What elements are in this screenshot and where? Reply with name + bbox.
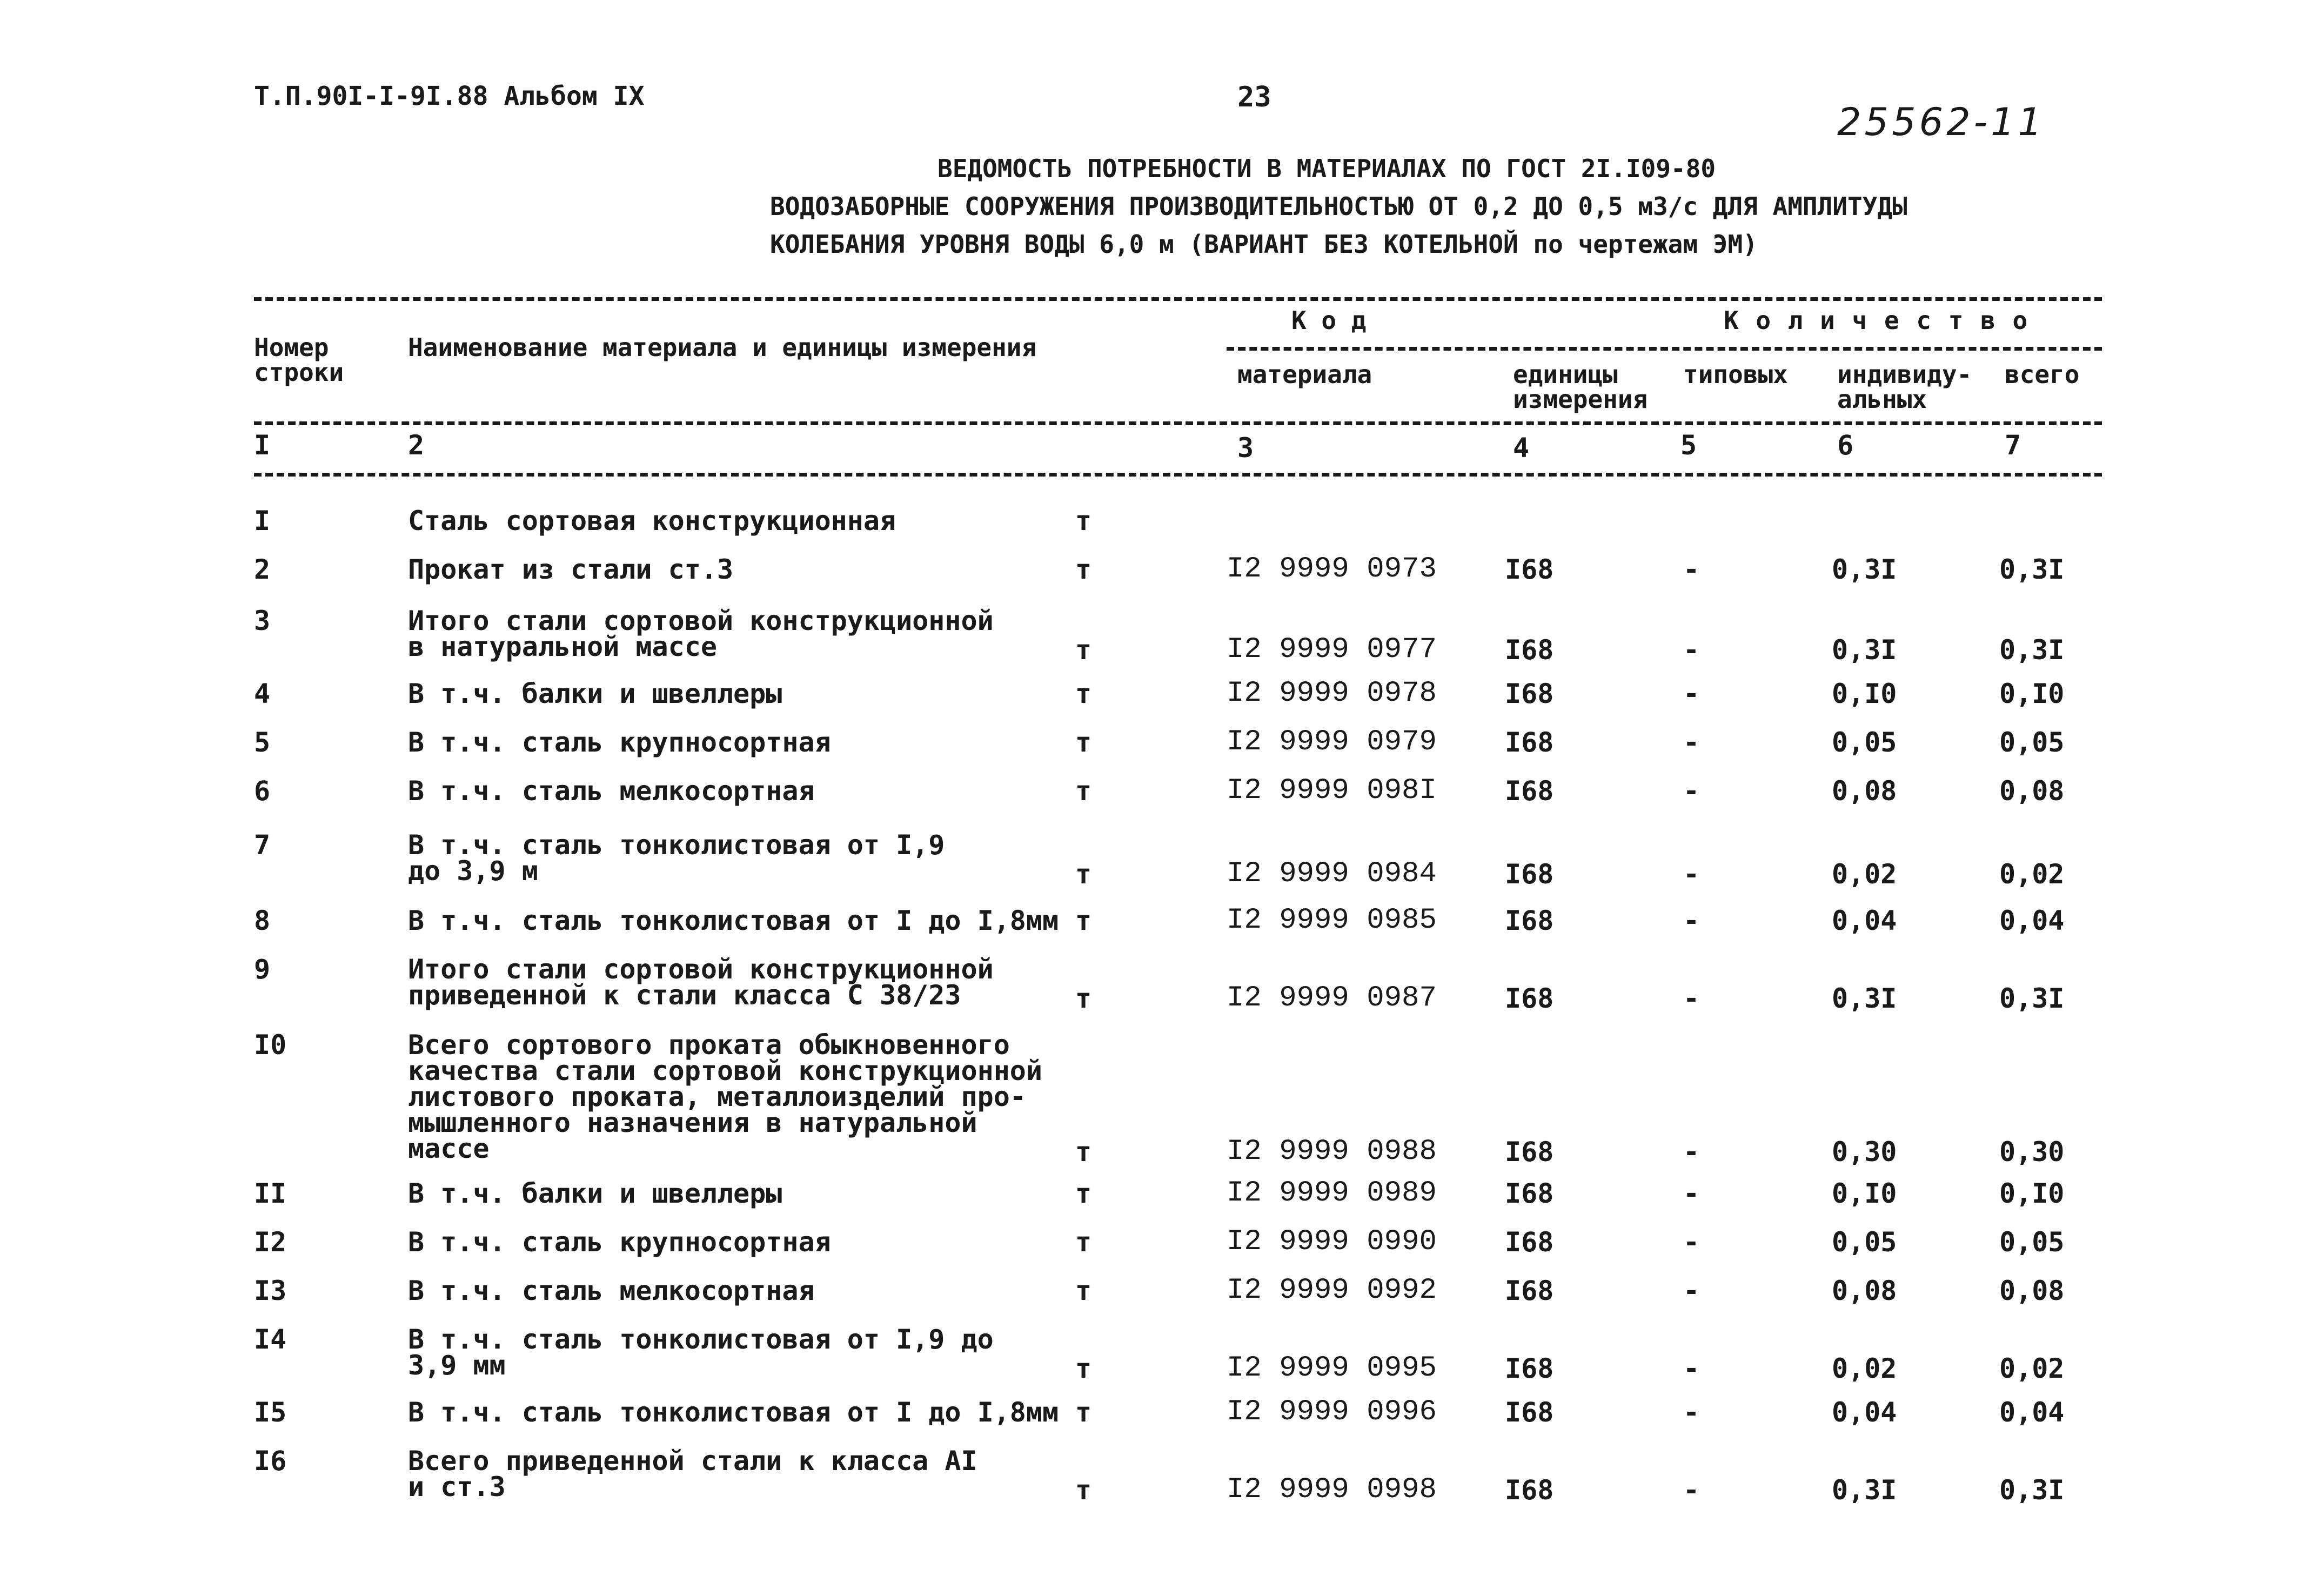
unit-code: I68 bbox=[1505, 859, 1554, 890]
unit-of-measure: т bbox=[1075, 1136, 1092, 1168]
material-code: I2 9999 0990 bbox=[1227, 1225, 1437, 1258]
qty-total: 0,3I bbox=[1999, 983, 2065, 1014]
unit-of-measure: т bbox=[1075, 1178, 1092, 1209]
unit-code: I68 bbox=[1505, 727, 1554, 758]
material-name: Прокат из стали ст.3 bbox=[408, 554, 734, 585]
qty-individual: 0,05 bbox=[1832, 727, 1897, 758]
page-number: 23 bbox=[1237, 81, 1271, 113]
qty-total: 0,08 bbox=[1999, 1275, 2065, 1306]
qty-typical: - bbox=[1683, 1275, 1700, 1306]
row-number: 6 bbox=[254, 775, 271, 807]
row-number: I0 bbox=[254, 1029, 287, 1061]
unit-code: I68 bbox=[1505, 983, 1554, 1014]
column-number: 4 bbox=[1513, 432, 1530, 464]
qty-individual: 0,30 bbox=[1832, 1136, 1897, 1168]
qty-total: 0,3I bbox=[1999, 1474, 2065, 1506]
unit-code: I68 bbox=[1505, 1178, 1554, 1209]
table-body-rule bbox=[254, 473, 2102, 477]
qty-total: 0,I0 bbox=[1999, 1178, 2065, 1209]
column-number: 6 bbox=[1837, 430, 1854, 461]
unit-of-measure: т bbox=[1075, 859, 1092, 890]
material-name: В т.ч. сталь мелкосортная bbox=[408, 1275, 815, 1306]
table-top-rule bbox=[254, 297, 2102, 301]
qty-total: 0,3I bbox=[1999, 554, 2065, 585]
qty-individual: 0,3I bbox=[1832, 634, 1897, 666]
unit-code: I68 bbox=[1505, 905, 1554, 936]
column-number: 7 bbox=[2005, 430, 2021, 461]
qty-individual: 0,3I bbox=[1832, 1474, 1897, 1506]
row-number: 2 bbox=[254, 554, 271, 585]
title-line-1: ВЕДОМОСТЬ ПОТРЕБНОСТИ В МАТЕРИАЛАХ ПО ГОСТ 2I.I09-80 bbox=[937, 154, 1716, 183]
qty-total: 0,05 bbox=[1999, 1226, 2065, 1258]
qty-typical: - bbox=[1683, 678, 1700, 709]
unit-of-measure: т bbox=[1075, 1474, 1092, 1506]
col-header-material-code: материала bbox=[1237, 360, 1372, 389]
qty-individual: 0,05 bbox=[1832, 1226, 1897, 1258]
unit-of-measure: т bbox=[1075, 775, 1092, 807]
material-name: В т.ч. сталь тонколистовая от I,9 до 3,9 м bbox=[408, 829, 945, 887]
col-header-total: всего bbox=[2005, 360, 2080, 389]
material-name: Всего сортового проката обыкновенного качества стали сортовой конструкционной листового проката, металлоизделий про- мышленного назначения в натуральной массе bbox=[408, 1029, 1042, 1164]
qty-total: 0,02 bbox=[1999, 1353, 2065, 1384]
qty-typical: - bbox=[1683, 1226, 1700, 1258]
row-number: I bbox=[254, 505, 271, 537]
unit-code: I68 bbox=[1505, 634, 1554, 666]
qty-individual: 0,3I bbox=[1832, 983, 1897, 1014]
unit-of-measure: т bbox=[1075, 1397, 1092, 1428]
qty-typical: - bbox=[1683, 1474, 1700, 1506]
qty-individual: 0,I0 bbox=[1832, 678, 1897, 709]
col-header-row-number: Номер строки bbox=[254, 333, 344, 387]
material-code: I2 9999 0984 bbox=[1227, 857, 1437, 890]
col-header-quantity-group: К о л и ч е с т в о bbox=[1724, 306, 2029, 335]
title-line-3: КОЛЕБАНИЯ УРОВНЯ ВОДЫ 6,0 м (ВАРИАНТ БЕЗ КОТЕЛЬНОЙ по чертежам ЭМ) bbox=[770, 230, 1758, 259]
material-name: Итого стали сортовой конструкционной в натуральной массе bbox=[408, 605, 994, 662]
unit-of-measure: т bbox=[1075, 727, 1092, 758]
unit-code: I68 bbox=[1505, 1275, 1554, 1306]
table-header-rule bbox=[254, 421, 2102, 425]
handwritten-number: 25562-11 bbox=[1837, 100, 2046, 144]
qty-total: 0,I0 bbox=[1999, 678, 2065, 709]
row-number: I5 bbox=[254, 1397, 287, 1428]
material-name: В т.ч. сталь крупносортная bbox=[408, 727, 831, 758]
column-number: 2 bbox=[408, 430, 425, 461]
unit-code: I68 bbox=[1505, 775, 1554, 807]
material-name: В т.ч. сталь тонколистовая от I,9 до 3,9 мм bbox=[408, 1324, 994, 1381]
material-code: I2 9999 0973 bbox=[1227, 553, 1437, 586]
qty-typical: - bbox=[1683, 727, 1700, 758]
qty-total: 0,04 bbox=[1999, 1397, 2065, 1428]
material-code: I2 9999 0977 bbox=[1227, 633, 1437, 666]
material-code: I2 9999 0979 bbox=[1227, 726, 1437, 759]
qty-individual: 0,04 bbox=[1832, 905, 1897, 936]
unit-of-measure: т bbox=[1075, 983, 1092, 1014]
material-name: Итого стали сортовой конструкционной приведенной к стали класса С 38/23 bbox=[408, 954, 994, 1011]
col-header-individual: индивиду- альных bbox=[1837, 360, 1972, 414]
row-number: I4 bbox=[254, 1324, 287, 1355]
row-number: 3 bbox=[254, 605, 271, 636]
qty-individual: 0,02 bbox=[1832, 859, 1897, 890]
material-code: I2 9999 0992 bbox=[1227, 1274, 1437, 1307]
material-name: В т.ч. сталь мелкосортная bbox=[408, 775, 815, 807]
unit-code: I68 bbox=[1505, 554, 1554, 585]
material-code: I2 9999 0978 bbox=[1227, 677, 1437, 710]
qty-individual: 0,08 bbox=[1832, 1275, 1897, 1306]
qty-typical: - bbox=[1683, 554, 1700, 585]
material-name: Сталь сортовая конструкционная bbox=[408, 505, 896, 537]
qty-individual: 0,3I bbox=[1832, 554, 1897, 585]
qty-typical: - bbox=[1683, 905, 1700, 936]
qty-total: 0,04 bbox=[1999, 905, 2065, 936]
qty-individual: 0,I0 bbox=[1832, 1178, 1897, 1209]
material-name: В т.ч. сталь тонколистовая от I до I,8мм bbox=[408, 1397, 1059, 1428]
qty-total: 0,3I bbox=[1999, 634, 2065, 666]
unit-code: I68 bbox=[1505, 1136, 1554, 1168]
col-header-name: Наименование материала и единицы измерения bbox=[408, 333, 1037, 362]
row-number: 5 bbox=[254, 727, 271, 758]
row-number: II bbox=[254, 1178, 287, 1209]
row-number: 8 bbox=[254, 905, 271, 936]
unit-of-measure: т bbox=[1075, 1275, 1092, 1306]
qty-total: 0,08 bbox=[1999, 775, 2065, 807]
row-number: I3 bbox=[254, 1275, 287, 1306]
row-number: 9 bbox=[254, 954, 271, 985]
qty-typical: - bbox=[1683, 1353, 1700, 1384]
column-number: 3 bbox=[1237, 432, 1254, 464]
qty-typical: - bbox=[1683, 634, 1700, 666]
material-code: I2 9999 0985 bbox=[1227, 904, 1437, 937]
col-header-unit-code: единицы измерения bbox=[1513, 360, 1648, 414]
material-code: I2 9999 098I bbox=[1227, 774, 1437, 807]
qty-typical: - bbox=[1683, 1136, 1700, 1168]
col-header-code-group: К о д bbox=[1291, 306, 1367, 335]
qty-total: 0,05 bbox=[1999, 727, 2065, 758]
qty-total: 0,30 bbox=[1999, 1136, 2065, 1168]
row-number: I2 bbox=[254, 1226, 287, 1258]
unit-code: I68 bbox=[1505, 1226, 1554, 1258]
material-name: В т.ч. балки и швеллеры bbox=[408, 1178, 782, 1209]
qty-individual: 0,02 bbox=[1832, 1353, 1897, 1384]
row-number: I6 bbox=[254, 1445, 287, 1477]
material-code: I2 9999 0998 bbox=[1227, 1473, 1437, 1506]
qty-typical: - bbox=[1683, 859, 1700, 890]
material-name: Всего приведенной стали к класса АI и ст.3 bbox=[408, 1445, 977, 1503]
unit-of-measure: т bbox=[1075, 634, 1092, 666]
unit-code: I68 bbox=[1505, 1474, 1554, 1506]
col-header-typical: типовых bbox=[1683, 360, 1788, 389]
unit-of-measure: т bbox=[1075, 1353, 1092, 1384]
unit-code: I68 bbox=[1505, 678, 1554, 709]
unit-of-measure: т bbox=[1075, 1226, 1092, 1258]
row-number: 4 bbox=[254, 678, 271, 709]
unit-code: I68 bbox=[1505, 1353, 1554, 1384]
unit-code: I68 bbox=[1505, 1397, 1554, 1428]
qty-individual: 0,04 bbox=[1832, 1397, 1897, 1428]
document-reference: Т.П.90I-I-9I.88 Альбом IX bbox=[254, 81, 645, 111]
unit-of-measure: т bbox=[1075, 554, 1092, 585]
qty-total: 0,02 bbox=[1999, 859, 2065, 890]
row-number: 7 bbox=[254, 829, 271, 861]
qty-typical: - bbox=[1683, 1397, 1700, 1428]
qty-typical: - bbox=[1683, 775, 1700, 807]
unit-of-measure: т bbox=[1075, 678, 1092, 709]
material-code: I2 9999 0987 bbox=[1227, 982, 1437, 1015]
column-number: I bbox=[254, 430, 271, 461]
table-header-sub-rule bbox=[1227, 347, 2102, 351]
material-code: I2 9999 0996 bbox=[1227, 1396, 1437, 1429]
material-name: В т.ч. сталь тонколистовая от I до I,8мм bbox=[408, 905, 1059, 936]
material-name: В т.ч. балки и швеллеры bbox=[408, 678, 782, 709]
qty-individual: 0,08 bbox=[1832, 775, 1897, 807]
qty-typical: - bbox=[1683, 983, 1700, 1014]
material-name: В т.ч. сталь крупносортная bbox=[408, 1226, 831, 1258]
qty-typical: - bbox=[1683, 1178, 1700, 1209]
column-number: 5 bbox=[1680, 430, 1697, 461]
title-line-2: ВОДОЗАБОРНЫЕ СООРУЖЕНИЯ ПРОИЗВОДИТЕЛЬНОСТЬЮ ОТ 0,2 ДО 0,5 м3/с ДЛЯ АМПЛИТУДЫ bbox=[770, 192, 1907, 221]
material-code: I2 9999 0988 bbox=[1227, 1135, 1437, 1168]
material-code: I2 9999 0995 bbox=[1227, 1352, 1437, 1385]
material-code: I2 9999 0989 bbox=[1227, 1177, 1437, 1210]
unit-of-measure: т bbox=[1075, 505, 1092, 537]
unit-of-measure: т bbox=[1075, 905, 1092, 936]
